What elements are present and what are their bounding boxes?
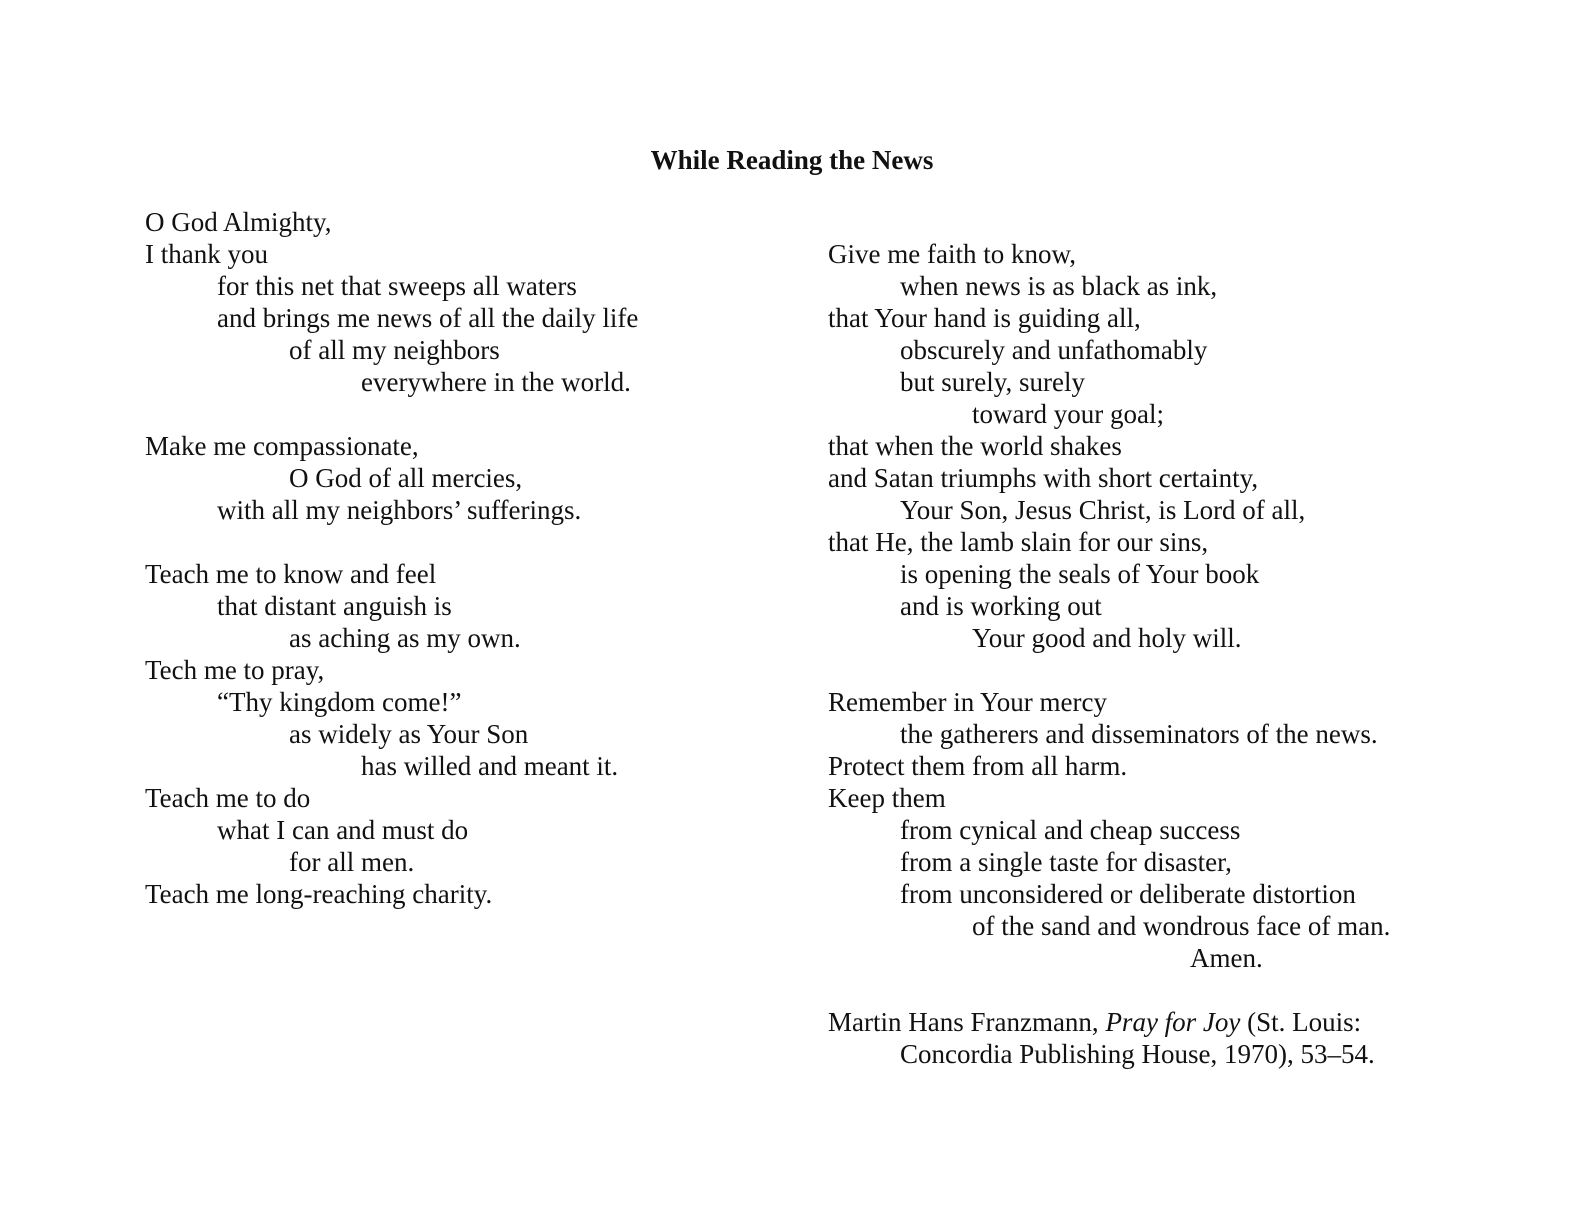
poem-line: Make me compassionate, bbox=[145, 431, 419, 461]
poem-line: of all my neighbors bbox=[289, 335, 500, 365]
poem-line: Teach me to know and feel bbox=[145, 559, 437, 589]
citation-book-title: Pray for Joy bbox=[1105, 1007, 1241, 1037]
poem-line: that He, the lamb slain for our sins, bbox=[828, 527, 1209, 557]
poem-line: and brings me news of all the daily life bbox=[217, 303, 639, 333]
poem-line: for this net that sweeps all waters bbox=[217, 271, 577, 301]
poem-line: from a single taste for disaster, bbox=[900, 847, 1232, 877]
poem-line: Your good and holy will. bbox=[972, 623, 1242, 653]
amen-line: Amen. bbox=[1190, 943, 1263, 973]
poem-line: Tech me to pray, bbox=[145, 655, 325, 685]
poem-line: as aching as my own. bbox=[289, 623, 521, 653]
stanza-break bbox=[828, 974, 1548, 1006]
left-column bbox=[145, 206, 865, 910]
citation-line: Concordia Publishing House, 1970), 53–54. bbox=[900, 1039, 1375, 1069]
poem-line: when news is as black as ink, bbox=[900, 271, 1218, 301]
stanza-break bbox=[828, 654, 1548, 686]
poem-line: “Thy kingdom come!” bbox=[217, 687, 462, 717]
poem-line: Give me faith to know, bbox=[828, 239, 1076, 269]
poem-line: I thank you bbox=[145, 239, 268, 269]
poem-line: Keep them bbox=[828, 783, 946, 813]
stanza-break bbox=[145, 526, 865, 558]
poem-line: toward your goal; bbox=[972, 399, 1164, 429]
poem-line: that when the world shakes bbox=[828, 431, 1122, 461]
poem-line: that Your hand is guiding all, bbox=[828, 303, 1141, 333]
poem-line: O God Almighty, bbox=[145, 207, 332, 237]
poem-line: Teach me long-reaching charity. bbox=[145, 879, 493, 909]
poem-line: from cynical and cheap success bbox=[900, 815, 1241, 845]
poem-line: Remember in Your mercy bbox=[828, 687, 1107, 717]
stanza-break bbox=[145, 398, 865, 430]
poem-line: and is working out bbox=[900, 591, 1102, 621]
poem-line: Protect them from all harm. bbox=[828, 751, 1128, 781]
poem-line: for all men. bbox=[289, 847, 415, 877]
poem-line: that distant anguish is bbox=[217, 591, 452, 621]
poem-line: Teach me to do bbox=[145, 783, 311, 813]
poem-line: as widely as Your Son bbox=[289, 719, 529, 749]
citation bbox=[828, 1006, 1548, 1070]
poem-line: from unconsidered or deliberate distortion bbox=[900, 879, 1356, 909]
poem-line: O God of all mercies, bbox=[289, 463, 523, 493]
poem-line: but surely, surely bbox=[900, 367, 1085, 397]
poem-line: of the sand and wondrous face of man. bbox=[972, 911, 1391, 941]
citation-author: Martin Hans Franzmann, bbox=[828, 1007, 1106, 1037]
poem-title: While Reading the News bbox=[650, 145, 934, 175]
poem-line: and Satan triumphs with short certainty, bbox=[828, 463, 1259, 493]
poem-line: is opening the seals of Your book bbox=[900, 559, 1260, 589]
poem-line: Your Son, Jesus Christ, is Lord of all, bbox=[900, 495, 1306, 525]
poem-line: everywhere in the world. bbox=[361, 367, 631, 397]
poem-line: has willed and meant it. bbox=[361, 751, 619, 781]
right-column bbox=[828, 238, 1548, 1070]
citation-publisher-start: (St. Louis: bbox=[1240, 1007, 1362, 1037]
poem-line: with all my neighbors’ sufferings. bbox=[217, 495, 582, 525]
citation-line bbox=[828, 1006, 1548, 1038]
poem-line: the gatherers and disseminators of the news. bbox=[900, 719, 1378, 749]
poem-line: obscurely and unfathomably bbox=[900, 335, 1208, 365]
poem-line: what I can and must do bbox=[217, 815, 469, 845]
